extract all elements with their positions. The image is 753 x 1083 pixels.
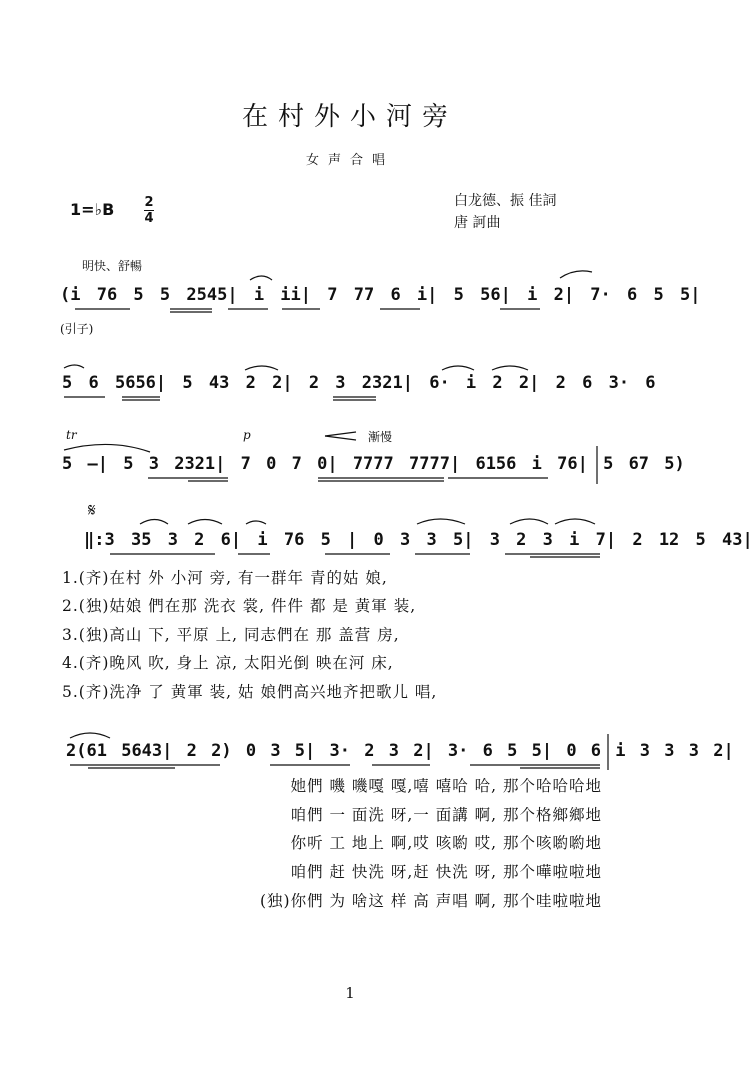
page-number: 1 bbox=[345, 984, 355, 1002]
key-signature: 1=♭B bbox=[70, 200, 115, 219]
measure: i 76 bbox=[257, 530, 305, 550]
measure: 2 2 bbox=[492, 373, 530, 393]
staff-line-5: 2(61 5643| 2 2) 0 3 5| 3· 2 3 2| 3· 6 5 5| 0 6 i 3 3 3 2| bbox=[66, 741, 734, 761]
staff-line-2: 5 6 5656| 5 43 2 2| 2 3 2321| 6· i 2 2| 2 6 3· 6 bbox=[62, 373, 656, 393]
measure: 5 bbox=[62, 454, 73, 474]
chorus-line-5: (独)你們 为 啥这 样 高 声唱 啊, 那个哇啦啦地 bbox=[259, 892, 602, 910]
measure: 7777 bbox=[409, 454, 450, 474]
measure: 2321 bbox=[174, 454, 216, 474]
trill-mark: tr bbox=[66, 428, 77, 442]
measure: 7 77 bbox=[327, 285, 375, 305]
measure: 7· 6 bbox=[590, 285, 638, 305]
measure: 0 6 i bbox=[566, 741, 626, 761]
dynamic-mark: p bbox=[243, 428, 251, 442]
measure: 5 43 bbox=[182, 373, 230, 393]
measure: 3· 6 bbox=[447, 741, 493, 761]
measure: 5643 bbox=[121, 741, 163, 761]
intro-label: (引子) bbox=[60, 322, 94, 336]
staff-line-3: 5 –| 5 3 2321| 7 0 7 0| 7777 7777| 6156 i 76| 5 67 5) bbox=[62, 454, 685, 474]
measure: i ii bbox=[253, 285, 301, 305]
measure: i 76 bbox=[531, 454, 578, 474]
verse-5: 5.(齐)洗净 了 黄軍 装, 姑 娘們高兴地齐把歌儿 唱, bbox=[62, 683, 438, 701]
measure: 7 0 bbox=[240, 454, 277, 474]
tempo-change: 漸慢 bbox=[368, 430, 393, 444]
subtitle: 女声合唱 bbox=[305, 153, 394, 168]
time-bottom: 4 bbox=[144, 211, 154, 226]
measure: 3 35 bbox=[104, 530, 152, 550]
measure: 6156 bbox=[475, 454, 517, 474]
measure: 7777 bbox=[352, 454, 394, 474]
measure: 5 67 bbox=[603, 454, 650, 474]
measure: 5656 bbox=[114, 373, 156, 393]
measure: 6 i bbox=[390, 285, 428, 305]
measure: 5 3 bbox=[123, 454, 159, 474]
chorus-line-3: 你听 工 地上 啊,哎 咳喲 哎, 那个咳喲喲地 bbox=[290, 834, 602, 852]
chorus-line-2: 咱們 一 面洗 呀,一 面講 啊, 那个格鄉鄉地 bbox=[290, 806, 602, 824]
measure: 3 2 bbox=[388, 741, 424, 761]
measure: 5 bbox=[320, 530, 331, 550]
measure: 5 6 bbox=[62, 373, 99, 393]
measure: 3· 2 bbox=[329, 741, 375, 761]
staff-line-1: (i 76 5 5 2545| i ii| 7 77 6 i| 5 56| i 2| 7· 6 5 5| bbox=[60, 285, 701, 305]
verse-1: 1.(齐)在村 外 小河 旁, 有一群年 青的姑 娘, bbox=[62, 569, 388, 587]
measure: 6· i bbox=[429, 373, 477, 393]
measure: (i 76 5 5 bbox=[60, 285, 171, 305]
staff-line-4: ‖:3 35 3 2 6| i 76 5 | 0 3 3 5| 3 2 3 i 7| 2 12 5 43| bbox=[84, 530, 753, 550]
measure: 5 43 bbox=[695, 530, 743, 550]
lyricist-credit: 白龙德、振 佳詞 bbox=[454, 193, 557, 209]
measure: 3 5 bbox=[426, 530, 464, 550]
time-top: 2 bbox=[144, 195, 154, 210]
measure: 2 2) bbox=[186, 741, 232, 761]
measure: 5 5 bbox=[507, 741, 542, 761]
measure: 2(61 bbox=[66, 741, 107, 761]
measure: 5 56 bbox=[453, 285, 501, 305]
measure: 3 2 bbox=[688, 741, 724, 761]
measure: 2 12 bbox=[632, 530, 680, 550]
verse-2: 2.(独)姑娘 們在那 洗衣 裳, 件件 都 是 黄軍 装, bbox=[62, 597, 417, 615]
measure: 5 5 bbox=[653, 285, 691, 305]
measure: i 2 bbox=[527, 285, 564, 305]
verse-4: 4.(齐)晚风 吹, 身上 凉, 太阳光倒 映在河 床, bbox=[62, 654, 394, 672]
measure: 3 3 bbox=[639, 741, 675, 761]
composer-credit: 唐 訶曲 bbox=[454, 215, 501, 231]
song-title: 在村外小河旁 bbox=[241, 102, 458, 132]
measure: 2321 bbox=[361, 373, 403, 393]
measure: 2 6 bbox=[555, 373, 593, 393]
measure: 0 3 5 bbox=[245, 741, 306, 761]
measure: – bbox=[87, 454, 98, 474]
measure: 3 2 3 bbox=[489, 530, 553, 550]
segno-sign: 𝄋 bbox=[88, 500, 96, 521]
measure: 5) bbox=[664, 454, 685, 474]
measure: 2 3 bbox=[308, 373, 346, 393]
measure: 3· 6 bbox=[608, 373, 656, 393]
verse-3: 3.(独)高山 下, 平原 上, 同志們在 那 盖营 房, bbox=[62, 626, 400, 644]
chorus-line-4: 咱們 赶 快洗 呀,赶 快洗 呀, 那个嘩啦啦地 bbox=[290, 863, 602, 881]
measure: i 7 bbox=[569, 530, 606, 550]
measure: 2545 bbox=[186, 285, 228, 305]
measure: 3 2 6 bbox=[167, 530, 231, 550]
measure: 7 0 bbox=[291, 454, 328, 474]
measure: 2 2 bbox=[245, 373, 283, 393]
measure: 0 3 bbox=[373, 530, 411, 550]
tempo-marking: 明快、舒暢 bbox=[82, 259, 143, 273]
chorus-line-1: 她們 嘰 嘰嘎 嘎,嘻 嘻哈 哈, 那个哈哈哈地 bbox=[290, 777, 602, 795]
